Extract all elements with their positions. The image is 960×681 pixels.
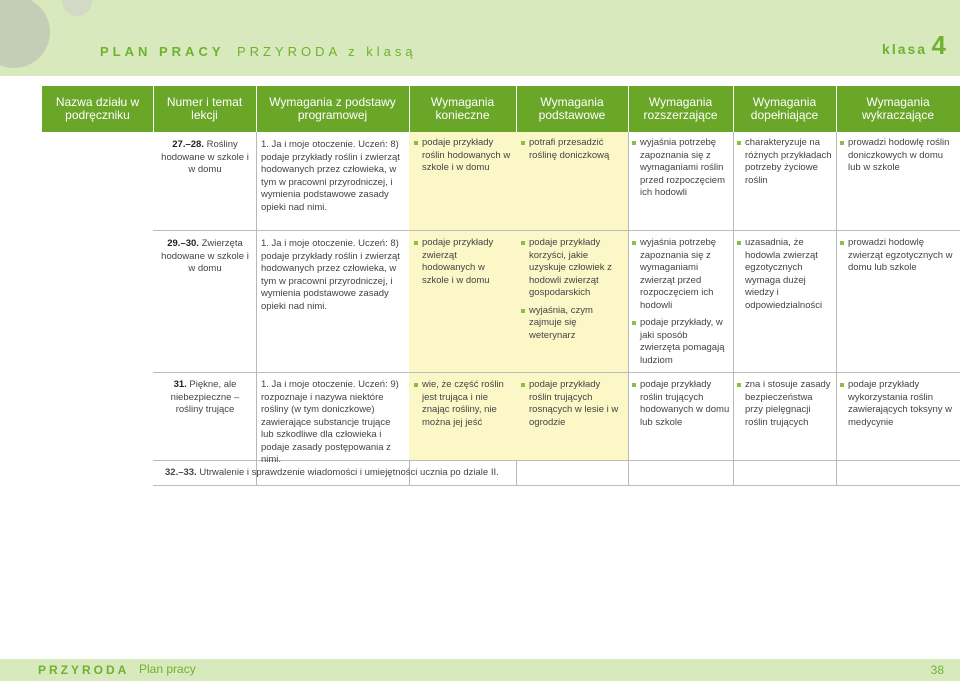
requirement-item: podaje przykłady roślin hodowanych w szkole i w domu	[414, 137, 511, 175]
lesson-number: 29.–30.	[167, 238, 199, 249]
lesson-title: Zwierzęta hodowane w szkole i w domu	[161, 238, 249, 274]
konieczne-cell	[409, 231, 516, 372]
header-divider	[516, 86, 517, 132]
summary-lesson-number: 32.–33.	[165, 467, 197, 478]
requirement-item: podaje przykłady roślin trujących hodowanych w domu lub szkole	[632, 379, 730, 429]
dopelniajace-cell	[737, 237, 833, 317]
requirement-item: prowadzi hodowlę zwierząt egzotycznych w domu lub szkole	[840, 237, 956, 275]
column-header-rozszerzajace: Wymagania rozszerzające	[628, 86, 733, 132]
dopelniajace-cell	[737, 137, 833, 192]
lesson-title: Rośliny hodowane w szkole i w domu	[161, 139, 249, 175]
podstawowe-cell	[516, 231, 628, 372]
footer-subject: PRZYRODA	[38, 663, 130, 677]
top-band	[0, 0, 960, 76]
page-number: 38	[930, 663, 944, 677]
lesson-number: 27.–28.	[172, 139, 204, 150]
konieczne-cell	[409, 373, 516, 460]
konieczne-cell	[409, 132, 516, 230]
column-header-podstawowe: Wymagania podstawowe	[516, 86, 628, 132]
column-divider	[256, 132, 257, 486]
summary-row	[165, 467, 499, 478]
header-divider	[628, 86, 629, 132]
column-header-dopelniajace: Wymagania dopełniające	[733, 86, 836, 132]
header-divider	[409, 86, 410, 132]
column-divider	[733, 132, 734, 486]
column-header-konieczne: Wymagania konieczne	[409, 86, 516, 132]
podstawowe-cell	[516, 132, 628, 230]
page-title: PLAN PRACY	[100, 44, 225, 59]
wykraczajace-cell	[840, 237, 956, 280]
header-divider	[733, 86, 734, 132]
wykraczajace-cell	[840, 379, 956, 434]
requirement-item: podaje przykłady korzyści, jakie uzyskuje człowiek z hodowli zwierząt gospodarskich	[521, 237, 623, 300]
core-curriculum-cell: 1. Ja i moje otoczenie. Uczeń: 9) rozpoznaje i nazywa niektóre rośliny (w tym doniczkowe) zawierające substancje trujące lub szkodliwe dla człowieka i podaje zasady postępowania z nimi.	[261, 379, 399, 465]
lesson-title: Piękne, ale niebezpieczne – rośliny trujące	[170, 379, 240, 415]
header-divider	[836, 86, 837, 132]
core-curriculum-cell: 1. Ja i moje otoczenie. Uczeń: 8) podaje przykłady roślin i zwierząt hodowanych przez człowieka, w tym w pracowni przyrodniczej, i wymienia podstawowe zasady opieki nad nimi.	[261, 238, 400, 312]
requirement-item: podaje przykłady zwierząt hodowanych w szkole i w domu	[414, 237, 511, 287]
column-header-wykraczajace: Wymagania wykraczające	[836, 86, 960, 132]
rozszerzajace-cell	[632, 237, 730, 372]
footer-label: Plan pracy	[139, 662, 196, 676]
requirement-item: zna i stosuje zasady bezpieczeństwa przy pielęgnacji roślin trujących	[737, 379, 833, 429]
header-divider	[256, 86, 257, 132]
requirement-item: wyjaśnia, czym zajmuje się weterynarz	[521, 305, 623, 343]
lesson-number: 31.	[173, 379, 187, 390]
podstawowe-cell	[516, 373, 628, 460]
core-curriculum-cell: 1. Ja i moje otoczenie. Uczeń: 8) podaje przykłady roślin i zwierząt hodowanych przez człowieka, w tym w pracowni przyrodniczej, i wymienia podstawowe zasady opieki nad nimi.	[261, 139, 400, 213]
page-subtitle: PRZYRODA z klasą	[237, 44, 417, 59]
class-label	[882, 30, 946, 61]
requirement-item: charakteryzuje na różnych przykładach potrzeby życiowe roślin	[737, 137, 833, 187]
rozszerzajace-cell	[632, 137, 730, 205]
requirement-item: uzasadnia, że hodowla zwierząt egzotycznych wymaga dużej wiedzy i odpowiedzialności	[737, 237, 833, 312]
column-divider	[628, 132, 629, 486]
lesson-cell	[158, 379, 252, 417]
lesson-cell	[158, 238, 252, 276]
wykraczajace-cell	[840, 137, 956, 180]
header-divider	[153, 86, 154, 132]
requirement-item: wie, że część roślin jest trująca i nie znając rośliny, nie można jej jeść	[414, 379, 511, 429]
requirement-item: podaje przykłady, w jaki sposób zwierzęta pomagają ludziom	[632, 317, 730, 367]
lesson-cell	[158, 139, 252, 177]
requirement-item: wyjaśnia potrzebę zapoznania się z wymaganiami roślin przed rozpoczęciem ich hodowli	[632, 137, 730, 200]
requirement-item: potrafi przesadzić roślinę doniczkową	[521, 137, 623, 162]
column-header-core: Wymagania z podstawy programowej	[256, 86, 409, 132]
column-header-lesson: Numer i temat lekcji	[153, 86, 256, 132]
dopelniajace-cell	[737, 379, 833, 434]
row-divider	[153, 485, 960, 486]
requirement-item: podaje przykłady roślin trujących rosnących w lesie i w ogrodzie	[521, 379, 623, 429]
requirement-item: podaje przykłady wykorzystania roślin zawierających toksyny w medycynie	[840, 379, 956, 429]
requirement-item: prowadzi hodowlę roślin doniczkowych w domu lub w szkole	[840, 137, 956, 175]
class-number: 4	[931, 30, 946, 60]
class-word: klasa	[882, 41, 928, 57]
requirement-item: wyjaśnia potrzebę zapoznania się z wymaganiami zwierząt przed rozpoczęciem ich hodowli	[632, 237, 730, 312]
column-divider	[836, 132, 837, 486]
summary-text: Utrwalenie i sprawdzenie wiadomości i umiejętności ucznia po dziale II.	[199, 467, 499, 478]
rozszerzajace-cell	[632, 379, 730, 434]
column-header-section: Nazwa działu w podręczniku	[42, 86, 153, 132]
